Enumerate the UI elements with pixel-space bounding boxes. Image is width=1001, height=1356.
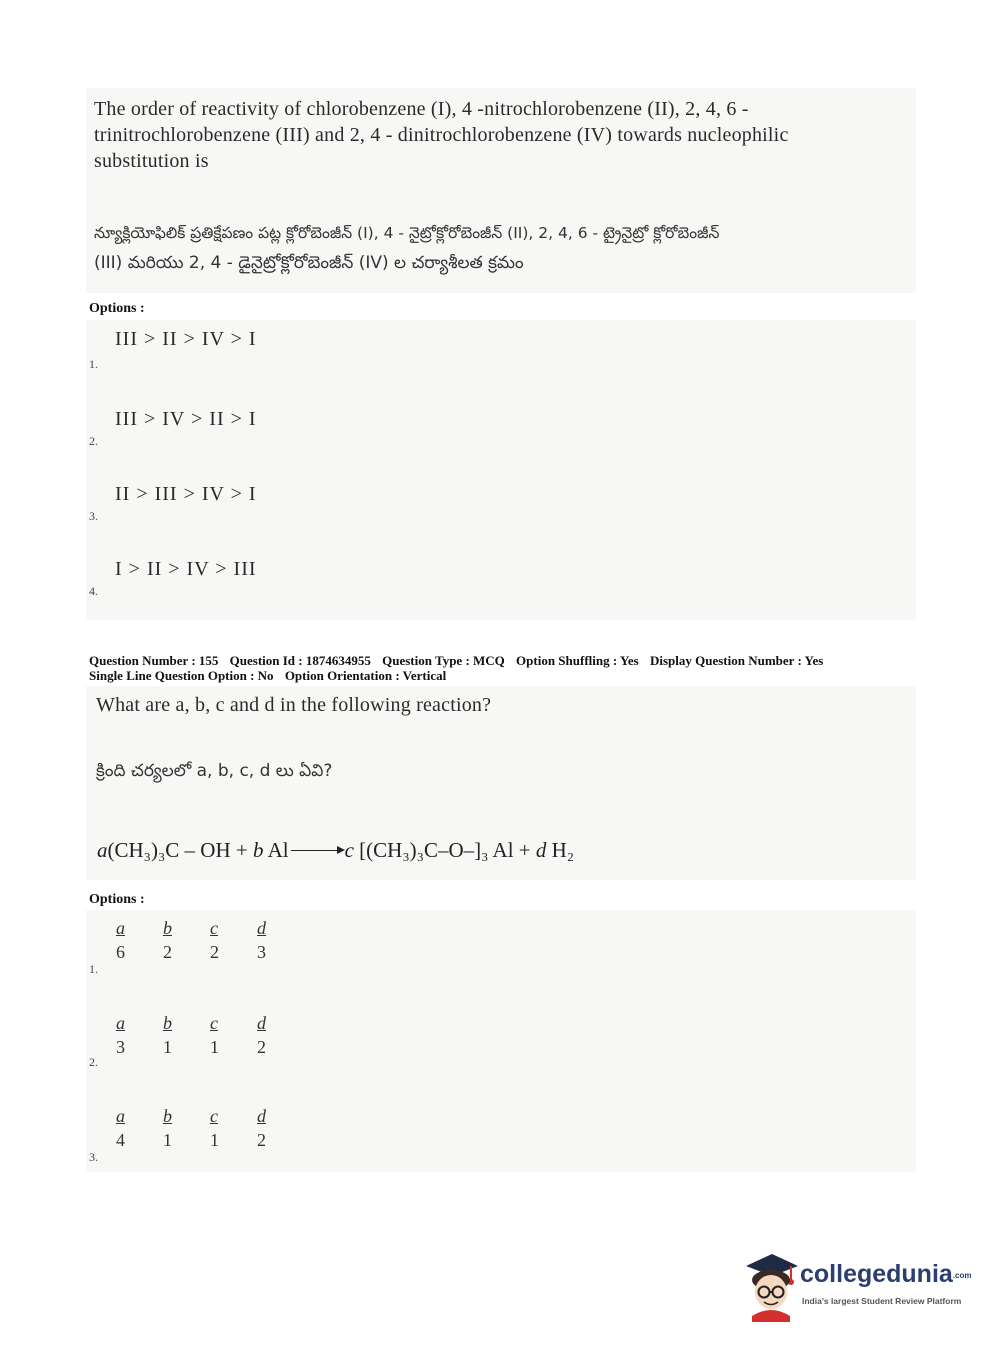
header-b: b <box>163 1013 172 1033</box>
header-c: c <box>210 1013 218 1033</box>
question-154-telugu-line-1: న్యూక్లియోఫిలిక్ ప్రతిక్షేపణం పట్ల క్లోరోబెంజీన్ (I), 4 - నైట్రోక్లోరోబెంజీన్ (II), 2, 4, 6 - ట్రైనైట్రో క్లోరోబెంజీన్ <box>94 224 720 242</box>
col-c <box>210 1106 257 1151</box>
header-a: a <box>116 1106 125 1126</box>
value-d: 2 <box>257 1037 266 1057</box>
option-1-number: 1. <box>89 357 98 371</box>
value-a: 3 <box>116 1037 125 1057</box>
question-155-meta <box>89 653 919 683</box>
col-b <box>163 1106 210 1151</box>
logo-suffix: .com <box>952 1270 972 1280</box>
col-a <box>116 918 163 963</box>
reactant-al: Al <box>263 838 289 862</box>
value-b: 1 <box>163 1130 172 1150</box>
value-b: 1 <box>163 1037 172 1057</box>
question-155-text: What are a, b, c and d in the following reaction? <box>96 694 492 716</box>
value-d: 3 <box>257 942 266 962</box>
meta-line-1 <box>89 653 919 668</box>
option-2-text[interactable]: III > IV > II > I <box>115 408 257 430</box>
question-154-line-3: substitution is <box>94 150 209 172</box>
header-c: c <box>210 918 218 938</box>
header-d: d <box>257 918 266 938</box>
col-b <box>163 918 210 963</box>
question-155-telugu: క్రింది చర్యలలో a, b, c, d లు ఏవి? <box>96 761 333 781</box>
q155-option-1-number: 1. <box>89 962 98 976</box>
col-a <box>116 1013 163 1058</box>
meta-single-line: Single Line Question Option : No <box>89 668 274 683</box>
header-d: d <box>257 1013 266 1033</box>
col-d <box>257 1106 304 1151</box>
option-2-number: 2. <box>89 434 98 448</box>
options-label-155: Options : <box>89 892 145 907</box>
value-a: 6 <box>116 942 125 962</box>
logo-wordmark <box>800 1260 971 1289</box>
coefficient-d: d <box>535 838 547 862</box>
value-d: 2 <box>257 1130 266 1150</box>
logo-tagline: India's largest Student Review Platform <box>802 1296 962 1306</box>
meta-display-number: Display Question Number : Yes <box>649 653 824 668</box>
value-c: 1 <box>210 1130 219 1150</box>
col-b <box>163 1013 210 1058</box>
option-3-number: 3. <box>89 509 98 523</box>
reactant-alcohol: (CH₃)₃C – OH + <box>107 838 253 862</box>
col-d <box>257 918 304 963</box>
col-d <box>257 1013 304 1058</box>
value-c: 2 <box>210 942 219 962</box>
q155-option-3-number: 3. <box>89 1150 98 1164</box>
question-154-telugu-line-2: (III) మరియు 2, 4 - డైనైట్రోక్లోరోబెంజీన్ (IV) ల చర్యాశీలత క్రమం <box>94 253 524 273</box>
option-3-text[interactable]: II > III > IV > I <box>115 483 257 505</box>
value-a: 4 <box>116 1130 125 1150</box>
reaction-equation <box>97 838 574 863</box>
collegedunia-logo[interactable] <box>742 1252 972 1322</box>
q155-option-1[interactable] <box>116 918 304 963</box>
option-4-text[interactable]: I > II > IV > III <box>115 558 257 580</box>
option-1-text[interactable]: III > II > IV > I <box>115 328 257 350</box>
header-a: a <box>116 918 125 938</box>
product-h2: H₂ <box>546 838 575 862</box>
logo-name: collegedunia <box>800 1260 953 1288</box>
header-a: a <box>116 1013 125 1033</box>
header-d: d <box>257 1106 266 1126</box>
col-c <box>210 918 257 963</box>
meta-option-shuffling: Option Shuffling : Yes <box>516 653 639 668</box>
coefficient-b: b <box>252 838 264 862</box>
coefficient-c: c <box>344 838 354 862</box>
question-154-telugu <box>94 218 914 278</box>
product-alkoxide: [(CH₃)₃C–O–]₃ Al + <box>353 838 536 862</box>
meta-question-id: Question Id : 1874634955 <box>229 653 371 668</box>
mascot-icon <box>742 1252 800 1322</box>
question-154-line-2: trinitrochlorobenzene (III) and 2, 4 - dinitrochlorobenzene (IV) towards nucleophilic <box>94 124 789 146</box>
question-154-line-1: The order of reactivity of chlorobenzene (I), 4 -nitrochlorobenzene (II), 2, 4, 6 - <box>94 98 749 120</box>
header-b: b <box>163 918 172 938</box>
header-b: b <box>163 1106 172 1126</box>
options-label: Options : <box>89 301 145 316</box>
meta-orientation: Option Orientation : Vertical <box>284 668 447 683</box>
header-c: c <box>210 1106 218 1126</box>
q155-option-2-number: 2. <box>89 1055 98 1069</box>
q155-option-2[interactable] <box>116 1013 304 1058</box>
value-c: 1 <box>210 1037 219 1057</box>
q155-option-3[interactable] <box>116 1106 304 1151</box>
meta-question-number: Question Number : 155 <box>89 653 219 668</box>
value-b: 2 <box>163 942 172 962</box>
question-154-text <box>94 96 914 174</box>
meta-line-2 <box>89 668 919 683</box>
coefficient-a: a <box>97 838 108 862</box>
col-a <box>116 1106 163 1151</box>
reaction-arrow-icon <box>291 850 343 851</box>
meta-question-type: Question Type : MCQ <box>382 653 505 668</box>
option-4-number: 4. <box>89 584 98 598</box>
col-c <box>210 1013 257 1058</box>
